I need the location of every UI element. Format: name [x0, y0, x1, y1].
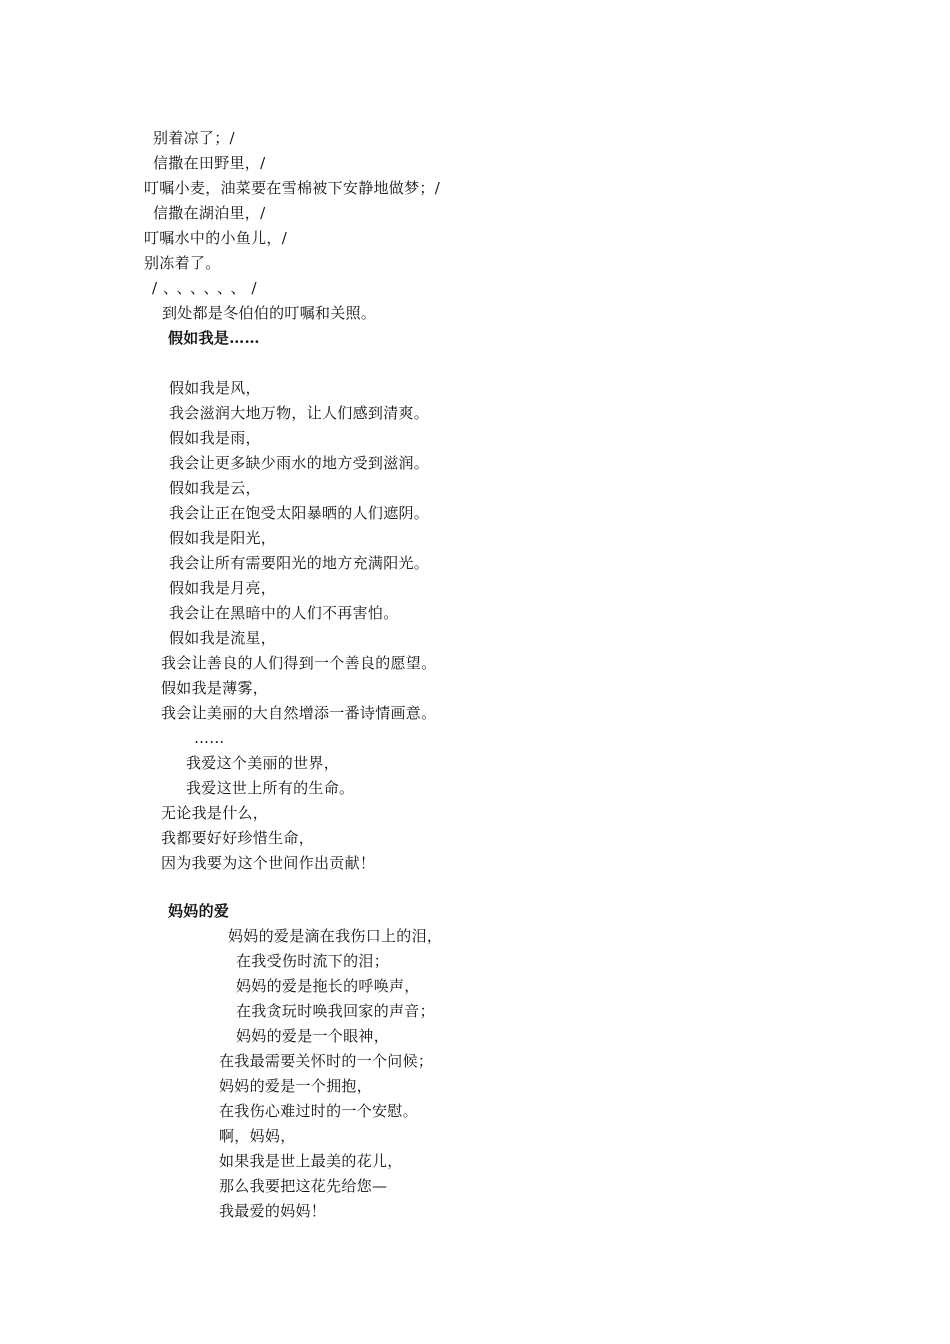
poem-line: 啊，妈妈， [219, 1127, 296, 1145]
poem-line: 叮嘱水中的小鱼儿，/ [144, 229, 288, 247]
poem-line: 假如我是云， [169, 479, 261, 497]
poem-line: 别冻着了。 [144, 254, 221, 272]
poem-line: 那么我要把这花先给您— [219, 1177, 388, 1195]
poem-line: 信撒在湖泊里，/ [153, 204, 266, 222]
poem-line: 我会让正在饱受太阳暴晒的人们遮阴。 [169, 504, 430, 522]
poem-line: …… [194, 729, 225, 747]
poem-line: 假如我是雨， [169, 429, 261, 447]
poem-line: 我爱这个美丽的世界， [186, 754, 340, 772]
poem-line: 我最爱的妈妈！ [219, 1202, 327, 1220]
poem-line: 假如我是风， [169, 379, 261, 397]
poem-line: 叮嘱小麦，油菜要在雪棉被下安静地做梦；/ [144, 179, 441, 197]
poem-line: 在我受伤时流下的泪； [236, 952, 390, 970]
poem-line: 在我最需要关怀时的一个问候； [219, 1052, 434, 1070]
poem-line: 无论我是什么， [161, 804, 269, 822]
poem-line: 如果我是世上最美的花儿， [219, 1152, 403, 1170]
poem-line: /、、、、、、/ [152, 279, 263, 297]
poem-line: 我会让所有需要阳光的地方充满阳光。 [169, 554, 430, 572]
poem-line: 假如我是薄雾， [161, 679, 269, 697]
poem-line: 我会滋润大地万物，让人们感到清爽。 [169, 404, 430, 422]
poem-line: 我会让更多缺少雨水的地方受到滋润。 [169, 454, 430, 472]
poem-line: 因为我要为这个世间作出贡献！ [161, 854, 376, 872]
poem-line: 到处都是冬伯伯的叮嘱和关照。 [162, 304, 377, 322]
poem-line: 我爱这世上所有的生命。 [186, 779, 355, 797]
poem-line: 别着凉了；/ [153, 129, 235, 147]
poem-line: 在我贪玩时唤我回家的声音； [236, 1002, 435, 1020]
poem-line: 妈妈的爱是一个眼神， [236, 1027, 390, 1045]
poem-line: 假如我是月亮， [169, 579, 277, 597]
poem-line: 我会让在黑暗中的人们不再害怕。 [169, 604, 399, 622]
poem-line: 我会让美丽的大自然增添一番诗情画意。 [161, 704, 437, 722]
poem-line: 我都要好好珍惜生命， [161, 829, 315, 847]
poem-title: 假如我是…… [168, 329, 260, 347]
poem-title: 妈妈的爱 [168, 902, 230, 920]
poem-line: 妈妈的爱是滴在我伤口上的泪， [228, 927, 443, 945]
poem-line: 假如我是流星， [169, 629, 277, 647]
poem-line: 假如我是阳光， [169, 529, 277, 547]
poem-line: 在我伤心难过时的一个安慰。 [219, 1102, 418, 1120]
poem-line: 妈妈的爱是拖长的呼唤声， [236, 977, 420, 995]
poem-line: 我会让善良的人们得到一个善良的愿望。 [161, 654, 437, 672]
poem-line: 妈妈的爱是一个拥抱， [219, 1077, 373, 1095]
poem-line: 信撒在田野里，/ [153, 154, 266, 172]
